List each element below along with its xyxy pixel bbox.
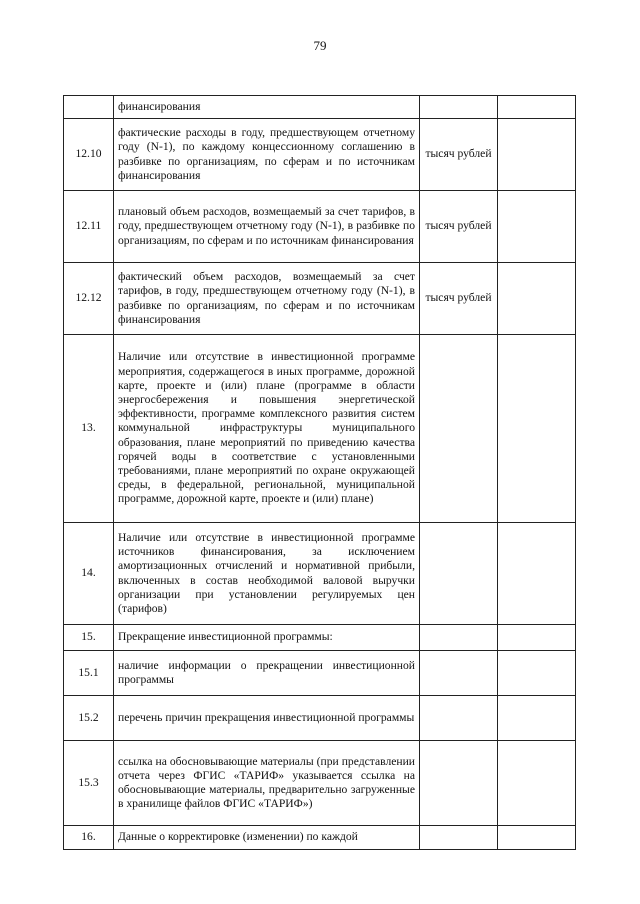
table-row bbox=[64, 335, 576, 523]
row-unit bbox=[420, 826, 498, 850]
row-number: 14. bbox=[64, 523, 114, 625]
row-value-cell bbox=[498, 625, 576, 651]
row-value-cell bbox=[498, 651, 576, 696]
row-value-cell bbox=[498, 696, 576, 741]
page-number: 79 bbox=[313, 38, 327, 53]
row-description: Прекращение инвестиционной программы: bbox=[114, 625, 420, 651]
row-unit bbox=[420, 335, 498, 523]
row-unit bbox=[420, 651, 498, 696]
row-unit bbox=[420, 696, 498, 741]
row-number: 15.3 bbox=[64, 741, 114, 826]
row-description: перечень причин прекращения инвестиционной программы bbox=[114, 696, 420, 741]
row-description: фактические расходы в году, предшествующем отчетному году (N-1), по каждому концессионному соглашению в разбивке по организациям, по сферам и по источникам финансирования bbox=[114, 119, 420, 191]
table-row bbox=[64, 651, 576, 696]
row-value-cell bbox=[498, 335, 576, 523]
row-description: финансирования bbox=[114, 96, 420, 119]
document-table bbox=[63, 95, 576, 850]
table-row bbox=[64, 119, 576, 191]
table-row bbox=[64, 191, 576, 263]
row-number: 15.1 bbox=[64, 651, 114, 696]
table-row bbox=[64, 263, 576, 335]
row-value-cell bbox=[498, 741, 576, 826]
row-unit: тысяч рублей bbox=[420, 191, 498, 263]
row-description: фактический объем расходов, возмещаемый за счет тарифов, в году, предшествующем отчетному году (N-1), в разбивке по организациям, по сферам и по источникам финансирования bbox=[114, 263, 420, 335]
row-number: 13. bbox=[64, 335, 114, 523]
row-description: Наличие или отсутствие в инвестиционной программе мероприятия, содержащегося в иных программе, дорожной карте, проекте и (или) плане (программе в области энергосбережения и повышения энергетической эффективности, программе комплексного развития систем коммунальной инфраструктуры муниципального образования, плане мероприятий по приведению качества горячей воды в соответствие с установленными требованиями, плане мероприятий по охране окружающей среды, в федеральной, региональной, муниципальной программе, дорожной карте, проекте и (или) плане) bbox=[114, 335, 420, 523]
row-value-cell bbox=[498, 826, 576, 850]
table-row bbox=[64, 826, 576, 850]
row-description: ссылка на обосновывающие материалы (при представлении отчета через ФГИС «ТАРИФ» указывается ссылка на обосновывающие материалы, предварительно загруженные в хранилище файлов ФГИС «ТАРИФ») bbox=[114, 741, 420, 826]
row-number: 15.2 bbox=[64, 696, 114, 741]
row-description: Наличие или отсутствие в инвестиционной программе источников финансирования, за исключением амортизационных отчислений и нормативной прибыли, включенных в состав необходимой валовой выручки организации при установлении регулируемых цен (тарифов) bbox=[114, 523, 420, 625]
row-value-cell bbox=[498, 119, 576, 191]
table-row bbox=[64, 696, 576, 741]
row-value-cell bbox=[498, 263, 576, 335]
row-number: 12.10 bbox=[64, 119, 114, 191]
row-number: 12.12 bbox=[64, 263, 114, 335]
row-unit bbox=[420, 741, 498, 826]
table-row bbox=[64, 741, 576, 826]
row-value-cell bbox=[498, 191, 576, 263]
row-unit: тысяч рублей bbox=[420, 119, 498, 191]
row-number bbox=[64, 96, 114, 119]
row-description: плановый объем расходов, возмещаемый за счет тарифов, в году, предшествующем отчетному году (N-1), в разбивке по организациям, по сферам и по источникам финансирования bbox=[114, 191, 420, 263]
row-unit bbox=[420, 523, 498, 625]
row-number: 15. bbox=[64, 625, 114, 651]
row-number: 12.11 bbox=[64, 191, 114, 263]
row-value-cell bbox=[498, 523, 576, 625]
table-row bbox=[64, 523, 576, 625]
row-unit: тысяч рублей bbox=[420, 263, 498, 335]
table-row bbox=[64, 96, 576, 119]
table-row bbox=[64, 625, 576, 651]
row-description: Данные о корректировке (изменении) по каждой bbox=[114, 826, 420, 850]
row-unit bbox=[420, 96, 498, 119]
row-value-cell bbox=[498, 96, 576, 119]
row-description: наличие информации о прекращении инвестиционной программы bbox=[114, 651, 420, 696]
row-unit bbox=[420, 625, 498, 651]
row-number: 16. bbox=[64, 826, 114, 850]
